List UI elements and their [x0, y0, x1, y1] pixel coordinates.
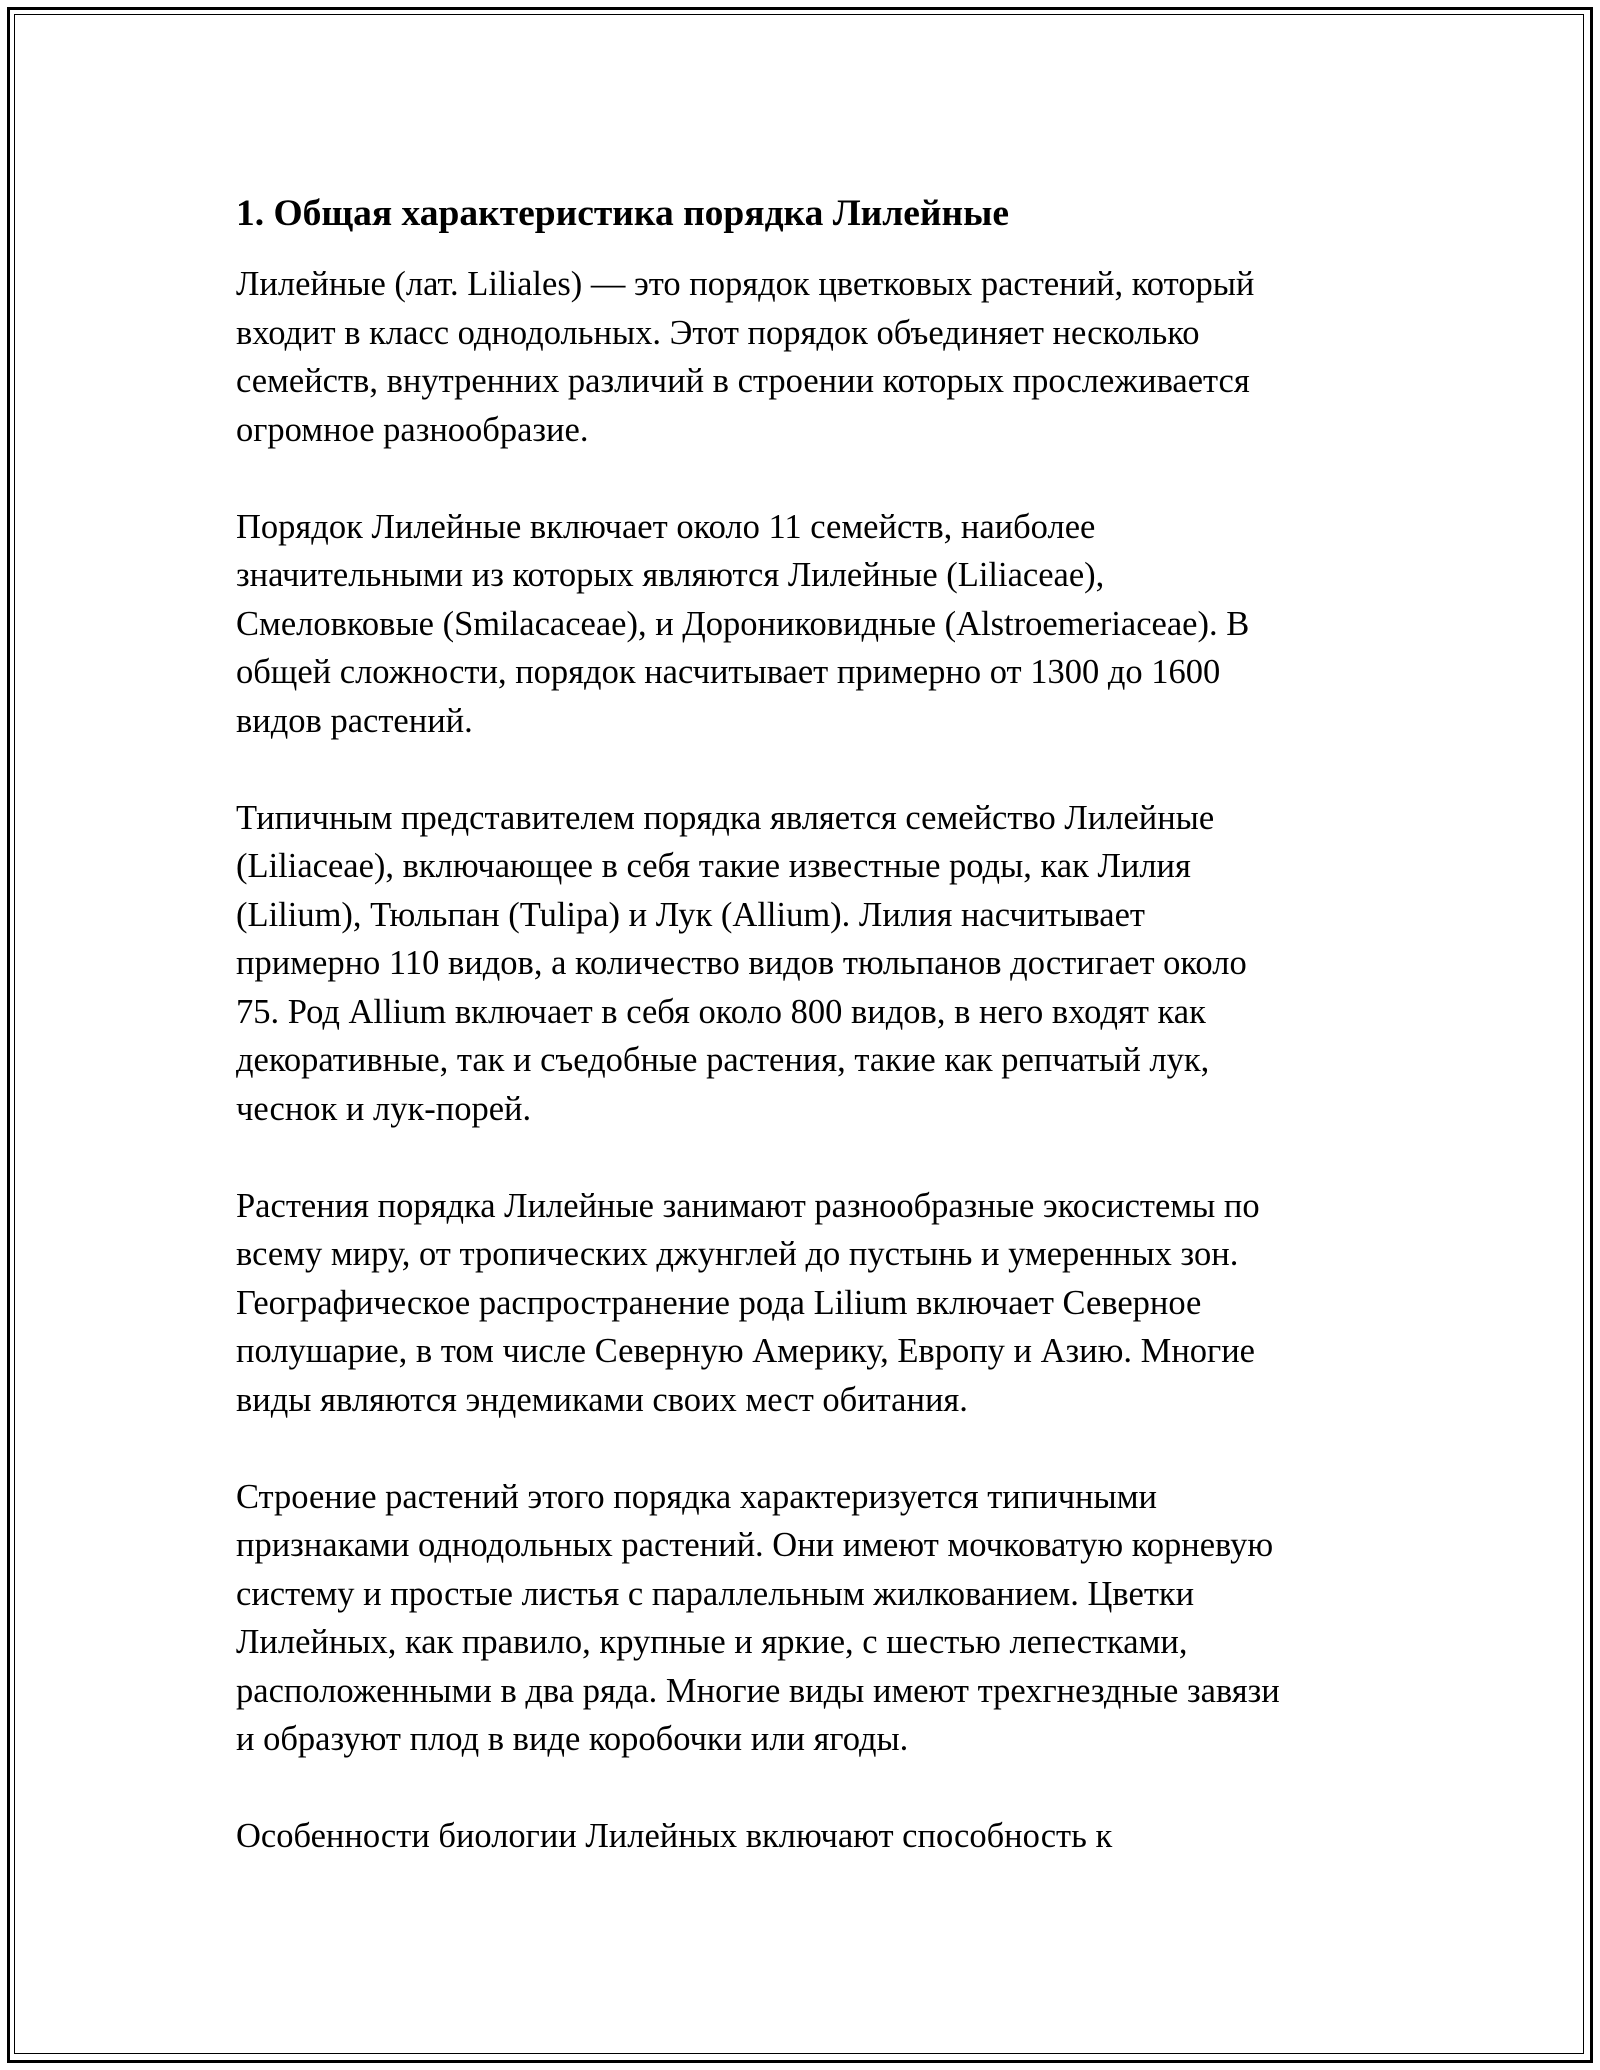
text-line: примерно 110 видов, а количество видов тюльпанов достигает около	[236, 944, 1247, 982]
text-line: виды являются эндемиками своих мест обитания.	[236, 1380, 968, 1419]
section-heading: 1. Общая характеристика порядка Лилейные	[236, 193, 1010, 234]
paragraph-ecosystems	[236, 1182, 1366, 1425]
text-line: и образуют плод в виде коробочки или ягоды.	[236, 1720, 909, 1758]
text-line: декоративные, так и съедобные растения, такие как репчатый лук,	[236, 1041, 1210, 1079]
text-line: Географическое распространение рода Lilium включает Северное	[236, 1283, 1202, 1322]
paragraph-biology	[236, 1812, 1366, 1861]
paragraph-structure	[236, 1473, 1366, 1764]
paragraph-families	[236, 503, 1366, 746]
text-line: Лилейные (лат. Liliales) — это порядок цветковых растений, который	[236, 265, 1255, 303]
text-line: полушарие, в том числе Северную Америку, Европу и Азию. Многие	[236, 1332, 1255, 1370]
text-line: Особенности биологии Лилейных включают способность к	[236, 1817, 1113, 1855]
text-line: расположенными в два ряда. Многие виды имеют трехгнездные завязи	[236, 1671, 1280, 1710]
text-line: значительными из которых являются Лилейные (Liliaceae),	[236, 556, 1105, 594]
text-line: видов растений.	[236, 701, 473, 740]
document-body	[236, 188, 1366, 1909]
text-line: огромное разнообразие.	[236, 410, 589, 449]
text-line: систему и простые листья с параллельным жилкованием. Цветки	[236, 1574, 1195, 1613]
text-line: чеснок и лук-порей.	[236, 1089, 532, 1128]
text-line: общей сложности, порядок насчитывает примерно от 1300 до 1600	[236, 653, 1221, 691]
text-line: Смеловковые (Smilacaceae), и Дорониковидные (Alstroemeriaceae). В	[236, 604, 1250, 643]
text-line: Растения порядка Лилейные занимают разнообразные экосистемы по	[236, 1186, 1260, 1225]
text-line: Порядок Лилейные включает около 11 семейств, наиболее	[236, 507, 1096, 546]
text-line: (Liliaceae), включающее в себя такие известные роды, как Лилия	[236, 847, 1191, 885]
text-line: Лилейных, как правило, крупные и яркие, с шестью лепестками,	[236, 1623, 1188, 1661]
text-line: Типичным представителем порядка является семейство Лилейные	[236, 798, 1215, 837]
text-line: признаками однодольных растений. Они имеют мочковатую корневую	[236, 1526, 1274, 1564]
text-line: Строение растений этого порядка характеризуется типичными	[236, 1477, 1157, 1516]
paragraph-intro	[236, 260, 1366, 454]
text-line: (Lilium), Тюльпан (Tulipa) и Лук (Allium). Лилия насчитывает	[236, 895, 1145, 934]
paragraph-representatives	[236, 794, 1366, 1134]
text-line: всему миру, от тропических джунглей до пустынь и умеренных зон.	[236, 1235, 1239, 1273]
text-line: 75. Род Allium включает в себя около 800 видов, в него входят как	[236, 992, 1206, 1031]
text-line: входит в класс однодольных. Этот порядок объединяет несколько	[236, 313, 1200, 352]
text-line: семейств, внутренних различий в строении которых прослеживается	[236, 362, 1250, 400]
